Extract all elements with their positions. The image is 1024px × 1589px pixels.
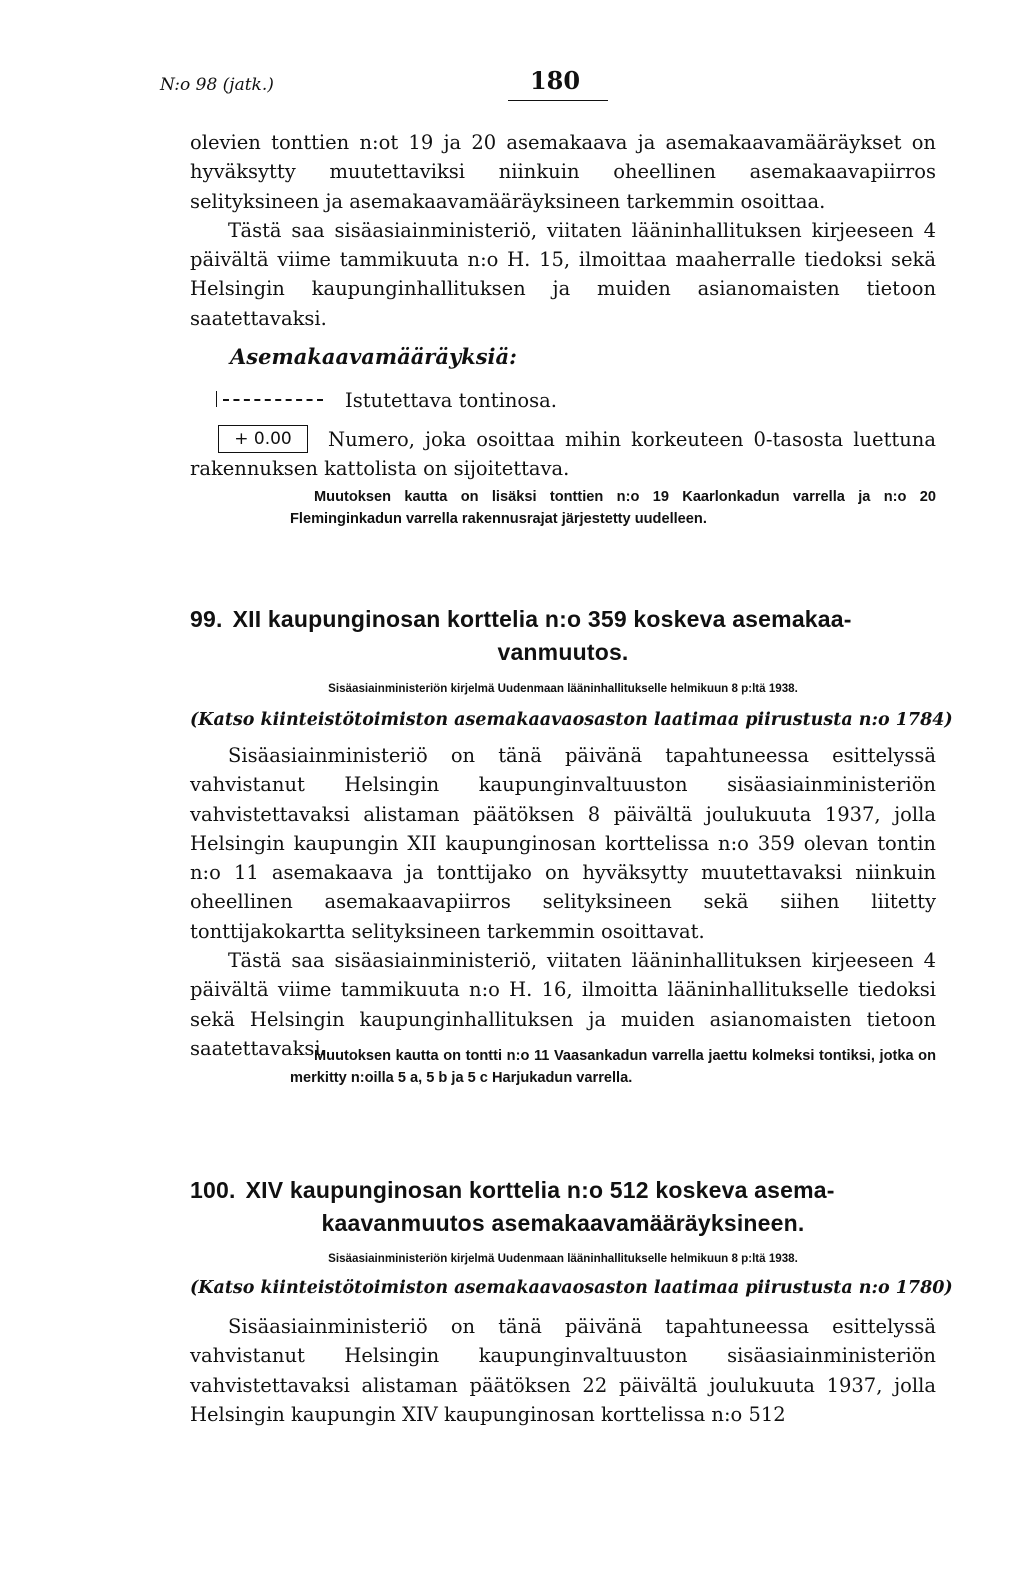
section-title [190, 1174, 936, 1240]
drawing-reference: (Katso kiinteistötoimiston asemakaavaosaston laatimaa piirustusta n:o 1780) [190, 1278, 953, 1298]
continued-text [190, 128, 936, 333]
title-line: kaavanmuutos asemakaavamääräyksineen. [321, 1210, 805, 1236]
page-number-rule [508, 100, 608, 101]
drawing-reference: (Katso kiinteistötoimiston asemakaavaosaston laatimaa piirustusta n:o 1784) [190, 710, 953, 730]
amendment-note: Muutoksen kautta on lisäksi tonttien n:o 19 Kaarlonkadun varrella ja n:o 20 Fleminginkadun varrella rakennusrajat järjestetty uudelleen. [290, 489, 936, 527]
height-symbol-box: + 0.00 [218, 425, 308, 453]
section-reference: N:o 98 (jatk.) [160, 75, 274, 95]
legend-planted-area [190, 384, 940, 418]
legend-label: Numero, joka osoittaa mihin korkeuteen 0-tasosta luettuna rakennuksen kattolista on sijoitettava. [190, 428, 936, 481]
decree-line: Sisäasiainministeriön kirjelmä Uudenmaan lääninhallitukselle helmikuun 8 p:ltä 1938. [328, 1252, 798, 1265]
title-line: XIV kaupunginosan korttelia n:o 512 koskeva asema- [245, 1177, 835, 1203]
decree-line: Sisäasiainministeriön kirjelmä Uudenmaan lääninhallitukselle helmikuun 8 p:ltä 1938. [328, 682, 798, 695]
amendment-note: Muutoksen kautta on tontti n:o 11 Vaasankadun varrella jaettu kolmeksi tontiksi, jotka on merkitty n:oilla 5 a, 5 b ja 5 c Harjukadun varrella. [290, 1048, 936, 1086]
title-line: vanmuutos. [497, 639, 629, 665]
paragraph: Sisäasiainministeriö on tänä päivänä tapahtuneessa esittelyssä vahvistanut Helsingin kaupunginvaltuuston sisäasiainministeriön vahvistettavaksi alistaman päätöksen 22 päivältä joulukuuta 1937, jolla Helsingin kaupungin XIV kaupunginosan korttelissa n:o 512 [190, 1315, 936, 1426]
section-number: 99. [190, 606, 223, 632]
paragraph: Tästä saa sisäasiainministeriö, viitaten lääninhallituksen kirjeeseen 4 päivältä viime tammikuuta n:o H. 15, ilmoittaa maaherralle tiedoksi sekä Helsingin kaupunginhallituksen ja muiden asianomaisten tietoon saatettavaksi. [190, 218, 936, 330]
page-number: 180 [529, 66, 581, 95]
paragraph: olevien tonttien n:ot 19 ja 20 asemakaava ja asemakaavamääräykset on hyväksytty muutettaviksi niinkuin oheellinen asemakaavapiirros selityksineen ja asemakaavamääräyksineen tarkemmin osoittaa. [190, 131, 936, 213]
section-body [190, 1312, 936, 1429]
section-number: 100. [190, 1177, 236, 1203]
paragraph: Tästä saa sisäasiainministeriö, viitaten lääninhallituksen kirjeeseen 4 päivältä viime tammikuuta n:o H. 16, ilmoitta lääninhallitukselle tiedoksi sekä Helsingin kaupunginhallituksen ja muiden asianomaisten tietoon saatettavaksi. [190, 949, 936, 1060]
paragraph: Sisäasiainministeriö on tänä päivänä tapahtuneessa esittelyssä vahvistanut Helsingin kaupunginvaltuuston sisäasiainministeriön vahvistettavaksi alistaman päätöksen 8 päivältä joulukuuta 1937, jolla Helsingin kaupungin XII kaupunginosan korttelissa n:o 359 olevan tontin n:o 11 asemakaava ja tonttijako on hyväksytty muutettavaksi niinkuin oheellinen asemakaavapiirros selityksineen sekä siihen liitetty tonttijakokartta selityksineen tarkemmin osoittavat. [190, 744, 936, 943]
dashed-line-symbol [216, 391, 323, 407]
section-body [190, 741, 936, 1063]
regulations-heading: Asemakaavamääräyksiä: [230, 344, 517, 369]
title-line: XII kaupunginosan korttelia n:o 359 koskeva asemakaa- [232, 606, 852, 632]
section-title [190, 603, 936, 669]
legend-label: Istutettava tontinosa. [345, 389, 557, 412]
legend-height-number [190, 422, 936, 480]
